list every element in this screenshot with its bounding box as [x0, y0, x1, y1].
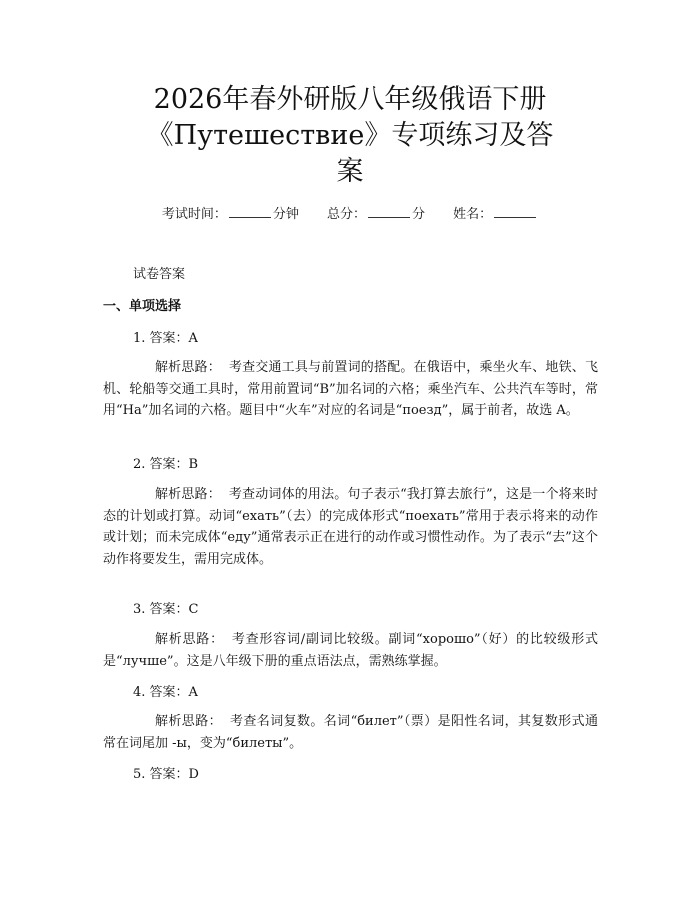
- exam-time-blank: [229, 205, 271, 218]
- exam-name-blank: [494, 205, 536, 218]
- title-line-3: 案: [336, 156, 364, 187]
- exam-score: [327, 205, 425, 225]
- analysis-2-text: 考查动词体的用法。句子表示“我打算去旅行”，这是一个将来时态的计划或打算。动词“ехать”（去）的完成体形式“поехать”常用于表示将来的动作或计划；而未完成体“еду”通常表示正在进行的动作或习惯性动作。为了表示“去”这个动作将要发生，需用完成体。: [103, 487, 598, 567]
- document-title: [40, 82, 660, 190]
- analysis-1-text: 考查交通工具与前置词的搭配。在俄语中，乘坐火车、地铁、飞机、轮船等交通工具时，常用前置词“В”加名词的六格；乘坐汽车、公共汽车等时，常用“На”加名词的六格。题目中“火车”对应的名词是“поезд”，属于前者，故选 A。: [103, 360, 598, 418]
- analysis-3: [103, 629, 598, 672]
- section-heading-multiple-choice: 一、单项选择: [103, 299, 182, 314]
- analysis-3-label: 解析思路：: [155, 632, 224, 647]
- title-line-2: 《Путешествие》专项练习及答: [146, 120, 554, 151]
- analysis-3-text: 考查形容词/副词比较级。副词“хорошо”（好）的比较级形式是“лучше”。这是八年级下册的重点语法点，需熟练掌握。: [103, 632, 598, 669]
- exam-time-label: 考试时间：: [161, 207, 227, 222]
- answer-5: 5. 答案：D: [133, 767, 199, 782]
- answer-3: 3. 答案：C: [133, 602, 199, 617]
- title-line-1: 2026年春外研版八年级俄语下册: [153, 84, 547, 115]
- exam-score-blank: [368, 205, 410, 218]
- exam-score-label: 总分：: [326, 207, 366, 222]
- analysis-1: [103, 357, 598, 422]
- analysis-2-label: 解析思路：: [155, 487, 221, 502]
- analysis-4-text: 考查名词复数。名词“билет”（票）是阳性名词，其复数形式通常在词尾加 -ы，变为“билеты”。: [103, 714, 598, 751]
- exam-time-unit: 分钟: [272, 207, 299, 222]
- analysis-2: [103, 484, 598, 570]
- analysis-4-label: 解析思路：: [155, 714, 222, 729]
- exam-score-unit: 分: [412, 207, 426, 222]
- exam-name: [453, 205, 538, 225]
- answer-2: 2. 答案：B: [133, 457, 199, 472]
- analysis-4: [103, 711, 598, 754]
- exam-time: [162, 205, 299, 225]
- exam-name-label: 姓名：: [453, 207, 493, 222]
- answers-section-label: 试卷答案: [133, 267, 186, 282]
- analysis-1-label: 解析思路：: [155, 360, 221, 375]
- exam-meta: [0, 205, 700, 225]
- answer-1: 1. 答案：A: [133, 331, 198, 346]
- answer-4: 4. 答案：A: [133, 685, 198, 700]
